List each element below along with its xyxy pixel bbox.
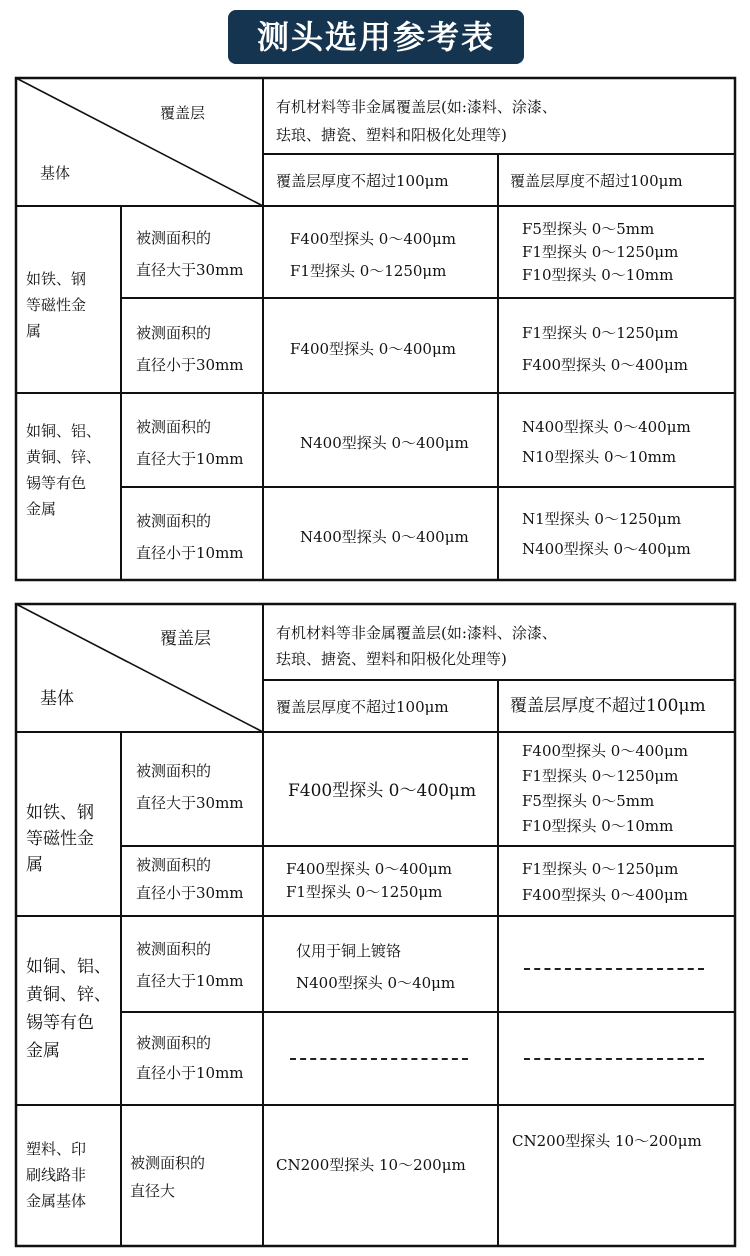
area-condition: 直径小于30mm <box>136 356 244 374</box>
probe-spec: F400型探头 0～400μm <box>288 781 477 801</box>
probe-spec: F1型探头 0～1250μm <box>290 262 447 280</box>
probe-spec: F10型探头 0～10mm <box>522 817 674 835</box>
area-condition: 被测面积的 <box>136 418 212 436</box>
base-material: 刷线路非 <box>26 1166 87 1184</box>
probe-spec: N1型探头 0～1250μm <box>522 510 682 528</box>
coating-label: 覆盖层 <box>160 104 206 122</box>
probe-spec: N400型探头 0～400μm <box>522 418 691 436</box>
base-material: 金属 <box>26 1041 60 1061</box>
area-condition: 被测面积的 <box>136 762 212 780</box>
area-condition: 直径大于10mm <box>136 972 244 990</box>
probe-note: 仅用于铜上镀铬 <box>296 942 402 960</box>
column-header: 覆盖层厚度不超过100μm <box>276 172 449 190</box>
probe-spec: F400型探头 0～400μm <box>286 860 452 878</box>
empty-cell-dash <box>524 1058 704 1060</box>
area-condition: 直径小于10mm <box>136 544 244 562</box>
probe-spec: N10型探头 0～10mm <box>522 448 677 466</box>
area-condition: 被测面积的 <box>136 856 212 874</box>
area-condition: 直径大于10mm <box>136 450 244 468</box>
empty-cell-dash <box>290 1058 468 1060</box>
area-condition: 被测面积的 <box>136 512 212 530</box>
coating-label: 覆盖层 <box>160 629 211 649</box>
probe-spec: F1型探头 0～1250μm <box>522 243 679 261</box>
area-condition: 直径小于10mm <box>136 1064 244 1082</box>
area-condition: 被测面积的 <box>136 229 212 247</box>
column-header: 覆盖层厚度不超过100μm <box>276 698 449 716</box>
probe-spec: F400型探头 0～400μm <box>522 742 688 760</box>
base-label: 基体 <box>40 164 71 182</box>
area-condition: 被测面积的 <box>130 1154 206 1172</box>
area-condition: 直径大 <box>130 1182 176 1200</box>
coating-desc: 有机材料等非金属覆盖层(如:漆料、涂漆、 <box>276 624 557 642</box>
area-condition: 直径小于30mm <box>136 884 244 902</box>
probe-spec: CN200型探头 10～200μm <box>276 1156 466 1174</box>
probe-spec: F400型探头 0～400μm <box>290 340 456 358</box>
area-condition: 直径大于30mm <box>136 261 244 279</box>
probe-spec: N400型探头 0～40μm <box>296 974 456 992</box>
probe-spec: F1型探头 0～1250μm <box>286 883 443 901</box>
base-material: 如铁、钢 <box>26 270 87 288</box>
probe-spec: CN200型探头 10～200μm <box>512 1132 702 1150</box>
area-condition: 被测面积的 <box>136 940 212 958</box>
base-material: 金属基体 <box>26 1192 87 1210</box>
base-material: 如铜、铝、 <box>26 422 102 440</box>
probe-spec: F1型探头 0～1250μm <box>522 860 679 878</box>
base-material: 黄铜、锌、 <box>26 448 102 466</box>
column-header: 覆盖层厚度不超过100μm <box>510 172 683 190</box>
base-material: 等磁性金 <box>26 829 94 849</box>
base-material: 如铁、钢 <box>26 803 94 823</box>
base-material: 塑料、印 <box>26 1140 87 1158</box>
base-material: 等磁性金 <box>26 296 87 314</box>
base-material: 锡等有色 <box>26 474 87 492</box>
base-label: 基体 <box>40 689 74 709</box>
probe-spec: F400型探头 0～400μm <box>522 886 688 904</box>
base-material: 锡等有色 <box>26 1013 94 1033</box>
empty-cell-dash <box>524 968 704 970</box>
area-condition: 被测面积的 <box>136 324 212 342</box>
probe-spec: F5型探头 0～5mm <box>522 220 655 238</box>
probe-spec: F1型探头 0～1250μm <box>522 324 679 342</box>
probe-spec: N400型探头 0～400μm <box>522 540 691 558</box>
probe-spec: N400型探头 0～400μm <box>300 434 469 452</box>
area-condition: 直径大于30mm <box>136 794 244 812</box>
area-condition: 被测面积的 <box>136 1034 212 1052</box>
coating-desc: 珐琅、搪瓷、塑料和阳极化处理等) <box>276 650 507 668</box>
base-material: 金属 <box>26 500 57 518</box>
probe-spec: F10型探头 0～10mm <box>522 266 674 284</box>
probe-spec: F1型探头 0～1250μm <box>522 767 679 785</box>
probe-spec: F400型探头 0～400μm <box>290 230 456 248</box>
probe-spec: N400型探头 0～400μm <box>300 528 469 546</box>
base-material: 黄铜、锌、 <box>26 985 111 1005</box>
base-material: 如铜、铝、 <box>26 957 111 977</box>
base-material: 属 <box>26 855 43 875</box>
probe-spec: F5型探头 0～5mm <box>522 792 655 810</box>
page-title: 测头选用参考表 <box>228 10 524 64</box>
column-header: 覆盖层厚度不超过100μm <box>510 696 706 716</box>
base-material: 属 <box>26 322 42 340</box>
probe-spec: F400型探头 0～400μm <box>522 356 688 374</box>
coating-desc: 珐琅、搪瓷、塑料和阳极化处理等) <box>276 126 507 144</box>
coating-desc: 有机材料等非金属覆盖层(如:漆料、涂漆、 <box>276 98 557 116</box>
